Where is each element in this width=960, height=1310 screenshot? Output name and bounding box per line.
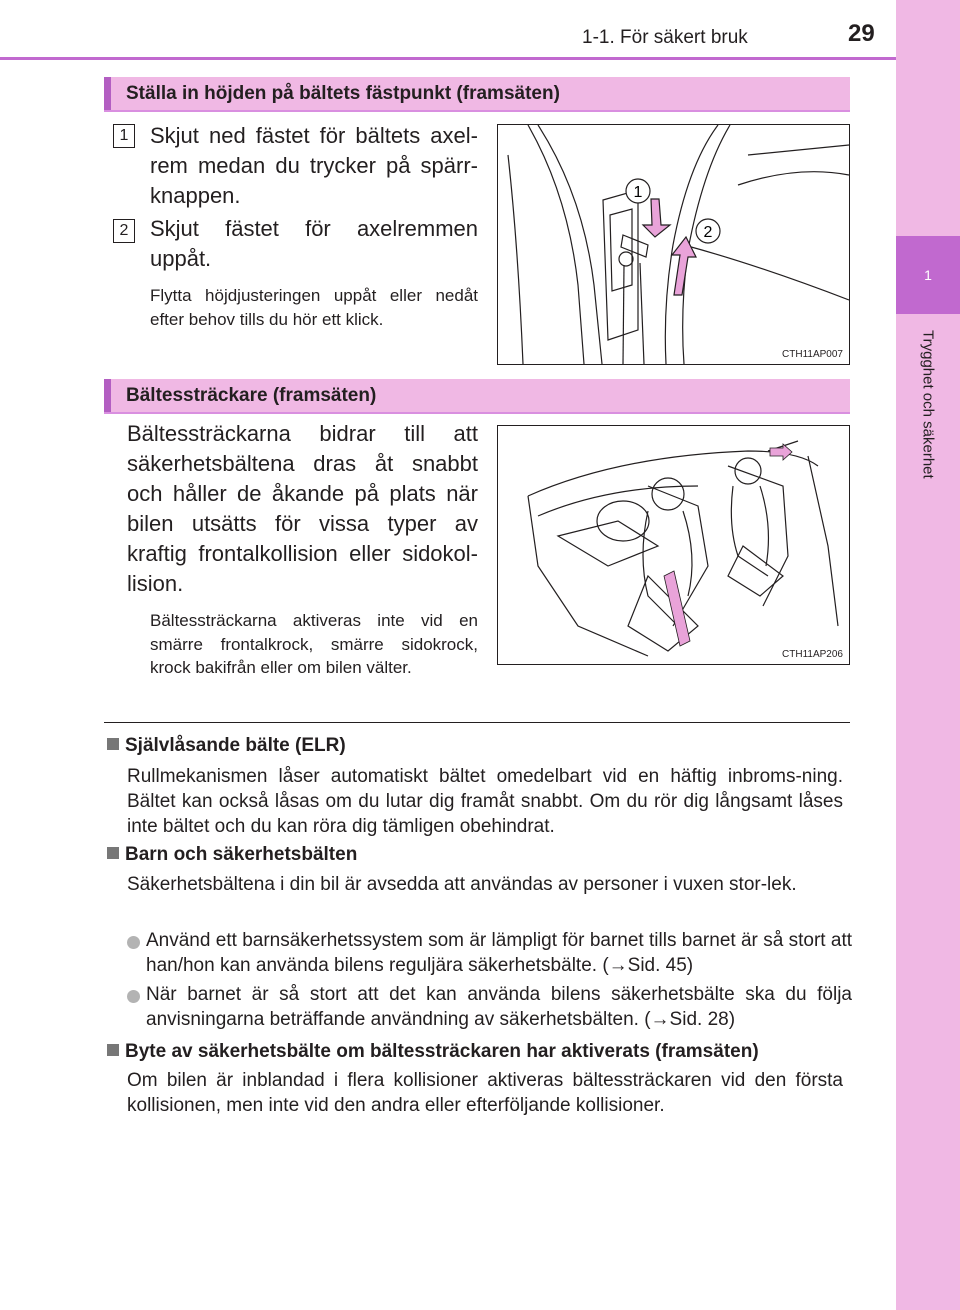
chapter-number: 1 — [924, 267, 932, 283]
item-text-children: Säkerhetsbältena i din bil är avsedda att användas av personer i vuxen stor-lek. — [127, 874, 797, 895]
callout-1 — [626, 179, 650, 203]
item-heading-replacement — [107, 1039, 759, 1064]
pretensioner-text: Bältessträckarna bidrar till att säkerhetsbältena dras åt snabbt och håller de åkande på plats när bilen utsätts för vissa typer av kraftig frontalkollision eller sidokol-lision. — [127, 421, 478, 596]
cabin-illustration — [498, 426, 849, 664]
callout-2-label: 2 — [703, 224, 713, 241]
figure-code-2: CTH11AP206 — [782, 649, 843, 660]
item-text-elr: Rullmekanismen låser automatiskt bältet omedelbart vid en häftig inbroms-ning. Bältet kan också låsas om du lutar dig framåt snabbt. Om du rör dig långsamt låses inte bältet och du kan röra dig tämligen obehindrat. — [127, 766, 843, 837]
square-bullet-icon — [107, 738, 119, 750]
item-heading-elr — [107, 733, 346, 758]
item-heading-text: Barn och säkerhetsbälten — [125, 844, 358, 865]
figure-belt-anchor — [497, 124, 850, 365]
step-number-2: 2 — [113, 219, 135, 243]
section-title-pretensioner: Bältessträckare (framsäten) — [104, 379, 850, 412]
bullet-text-2: När barnet är så stort att det kan använda bilens säkerhetsbälte ska du följa anvisningarna beträffande användning av säkerhetsbälten. (→Sid. 28) — [146, 984, 852, 1030]
chapter-sidebar — [896, 0, 960, 1310]
callout-1-label: 1 — [633, 184, 643, 201]
item-heading-text: Byte av säkerhetsbälte om bältessträckaren har aktiverats (framsäten) — [125, 1041, 759, 1062]
figure-pretensioner — [497, 425, 850, 665]
item-heading-text: Självlåsande bälte (ELR) — [125, 735, 346, 756]
step-text-1: Skjut ned fästet för bältets axel-rem medan du trycker på spärr-knappen. — [150, 123, 478, 208]
step-text-2: Skjut fästet för axelremmen uppåt. — [150, 216, 478, 271]
step-number-1: 1 — [113, 124, 135, 148]
section-divider — [104, 722, 850, 723]
item-heading-children — [107, 842, 357, 867]
pretensioner-note: Bältessträckarna aktiveras inte vid en smärre frontalkrock, smärre sidokrock, krock bakifrån eller om bilen välter. — [150, 611, 478, 677]
header-rule — [0, 57, 896, 60]
bullet-dot-icon — [127, 990, 140, 1003]
chapter-tab[interactable] — [896, 236, 960, 314]
bullet-dot-icon — [127, 936, 140, 949]
item-text-replacement: Om bilen är inblandad i flera kollisioner aktiveras bältessträckaren vid den första kollisionen, men inte vid den andra eller efterföljande kollisioner. — [127, 1070, 843, 1116]
square-bullet-icon — [107, 1044, 119, 1056]
bullet-text-1: Använd ett barnsäkerhetssystem som är lämpligt för barnet tills barnet är så stort att han/hon kan använda bilens reguljära säkerhetsbälte. (→Sid. 45) — [146, 930, 852, 976]
figure-code: CTH11AP007 — [782, 349, 843, 360]
note-height-adjust: Flytta höjdjusteringen uppåt eller nedåt efter behov tills du hör ett klick. — [150, 286, 478, 329]
belt-anchor-illustration — [498, 125, 849, 364]
page-number: 29 — [848, 20, 875, 47]
square-bullet-icon — [107, 847, 119, 859]
chapter-title: Trygghet och säkerhet — [919, 330, 937, 479]
section-title-anchor-height: Ställa in höjden på bältets fästpunkt (framsäten) — [104, 77, 850, 110]
header-title: 1-1. För säkert bruk — [582, 27, 748, 48]
callout-2 — [696, 219, 720, 243]
